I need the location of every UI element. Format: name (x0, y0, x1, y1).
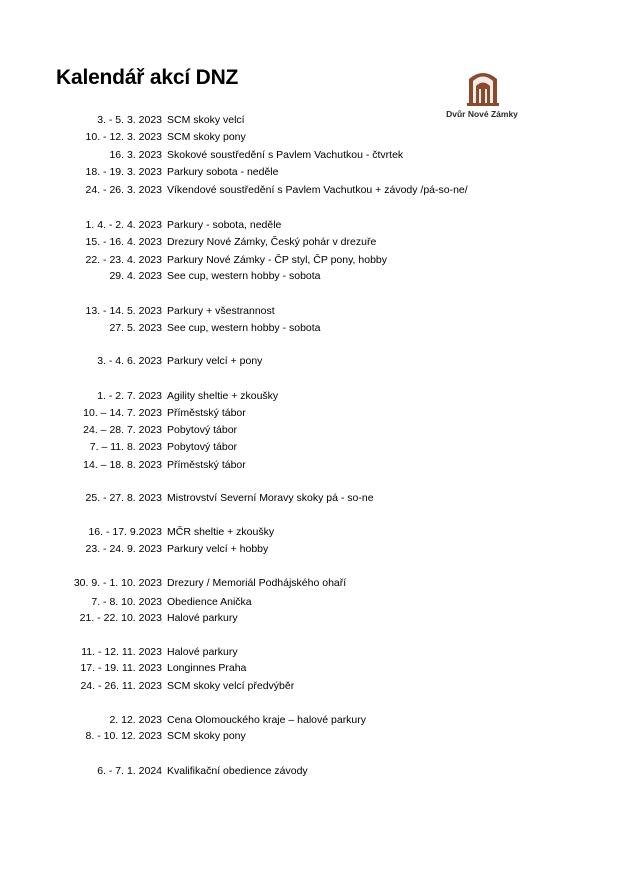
event-date: 23. - 24. 9. 2023 (85, 543, 162, 555)
event-name: Parkury + všestrannost (167, 305, 275, 317)
event-row (0, 595, 630, 609)
event-row (0, 130, 630, 144)
event-date: 25. - 27. 8. 2023 (85, 492, 162, 504)
event-name: Halové parkury (167, 646, 238, 658)
event-row (0, 148, 630, 162)
event-row (0, 679, 630, 693)
event-date: 1. 4. - 2. 4. 2023 (85, 219, 162, 231)
event-row (0, 458, 630, 472)
event-date: 2. 12. 2023 (109, 714, 162, 726)
event-date: 29. 4. 2023 (109, 270, 162, 282)
event-name: Příměstský tábor (167, 407, 246, 419)
event-row (0, 165, 630, 179)
event-name: Kvalifikační obedience závody (167, 765, 308, 777)
event-name: Agility sheltie + zkoušky (167, 390, 279, 402)
event-row (0, 253, 630, 267)
event-name: Longinnes Praha (167, 662, 247, 674)
event-date: 6. - 7. 1. 2024 (97, 765, 162, 777)
event-date: 30. 9. - 1. 10. 2023 (73, 577, 162, 589)
event-name: Skokové soustředění s Pavlem Vachutkou - čtvrtek (167, 149, 404, 161)
event-name: MČR sheltie + zkoušky (167, 526, 275, 538)
event-date: 11. - 12. 11. 2023 (81, 646, 162, 658)
event-date: 24. – 28. 7. 2023 (83, 424, 162, 436)
event-name: See cup, western hobby - sobota (167, 270, 321, 282)
event-row (0, 764, 630, 778)
event-name: Pobytový tábor (167, 441, 238, 453)
event-name: Parkury sobota - neděle (167, 166, 279, 178)
event-date: 7. – 11. 8. 2023 (89, 441, 162, 453)
event-row (0, 235, 630, 249)
event-row (0, 113, 630, 127)
event-name: See cup, western hobby - sobota (167, 322, 321, 334)
event-name: Halové parkury (167, 612, 238, 624)
event-row (0, 304, 630, 318)
event-name: Parkury - sobota, neděle (167, 219, 282, 231)
event-name: Pobytový tábor (167, 424, 238, 436)
event-date: 7. - 8. 10. 2023 (91, 596, 162, 608)
event-name: Drezury / Memoriál Podhájského ohaří (167, 577, 347, 589)
event-date: 17. - 19. 11. 2023 (80, 662, 162, 674)
event-row (0, 525, 630, 539)
event-name: Obedience Anička (167, 596, 252, 608)
event-row (0, 713, 630, 727)
event-name: SCM skoky velcí (167, 114, 245, 126)
event-row (0, 389, 630, 403)
event-row (0, 611, 630, 625)
event-date: 8. - 10. 12. 2023 (85, 730, 162, 742)
event-date: 1. - 2. 7. 2023 (97, 390, 162, 402)
event-date: 10. - 12. 3. 2023 (85, 131, 162, 143)
event-date: 14. – 18. 8. 2023 (83, 459, 162, 471)
event-row (0, 423, 630, 437)
logo-text: Dvůr Nové Zámky (446, 109, 518, 119)
event-name: Parkury Nové Zámky - ČP styl, ČP pony, hobby (167, 254, 387, 266)
event-name: Parkury velcí + hobby (167, 543, 269, 555)
event-name: Příměstský tábor (167, 459, 246, 471)
event-date: 27. 5. 2023 (109, 322, 162, 334)
event-date: 24. - 26. 3. 2023 (85, 184, 162, 196)
event-date: 13. - 14. 5. 2023 (85, 305, 162, 317)
event-row (0, 440, 630, 454)
event-date: 18. - 19. 3. 2023 (85, 166, 162, 178)
event-name: SCM skoky pony (167, 131, 246, 143)
event-date: 3. - 4. 6. 2023 (97, 355, 162, 367)
event-row (0, 729, 630, 743)
event-date: 10. – 14. 7. 2023 (83, 407, 162, 419)
event-row (0, 542, 630, 556)
event-row (0, 218, 630, 232)
event-row (0, 661, 630, 675)
event-date: 24. - 26. 11. 2023 (80, 680, 162, 692)
event-row (0, 406, 630, 420)
event-date: 22. - 23. 4. 2023 (85, 254, 162, 266)
event-name: Drezury Nové Zámky, Český pohár v drezuře (167, 236, 377, 248)
event-row (0, 183, 630, 197)
page-title: Kalendář akcí DNZ (56, 66, 239, 89)
event-name: Mistrovství Severní Moravy skoky pá - so-ne (167, 492, 374, 504)
event-row (0, 645, 630, 659)
event-date: 21. - 22. 10. 2023 (79, 612, 162, 624)
event-date: 16. 3. 2023 (109, 149, 162, 161)
event-row (0, 491, 630, 505)
event-name: Cena Olomouckého kraje – halové parkury (167, 714, 367, 726)
event-date: 3. - 5. 3. 2023 (97, 114, 162, 126)
event-name: SCM skoky pony (167, 730, 246, 742)
event-name: Parkury velcí + pony (167, 355, 263, 367)
event-row (0, 354, 630, 368)
event-name: Víkendové soustředění s Pavlem Vachutkou + závody /pá-so-ne/ (167, 184, 468, 196)
event-date: 15. - 16. 4. 2023 (85, 236, 162, 248)
event-row (0, 321, 630, 335)
event-row (0, 269, 630, 283)
event-date: 16. - 17. 9.2023 (88, 526, 162, 538)
event-name: SCM skoky velcí předvýběr (167, 680, 295, 692)
event-row (0, 576, 630, 590)
